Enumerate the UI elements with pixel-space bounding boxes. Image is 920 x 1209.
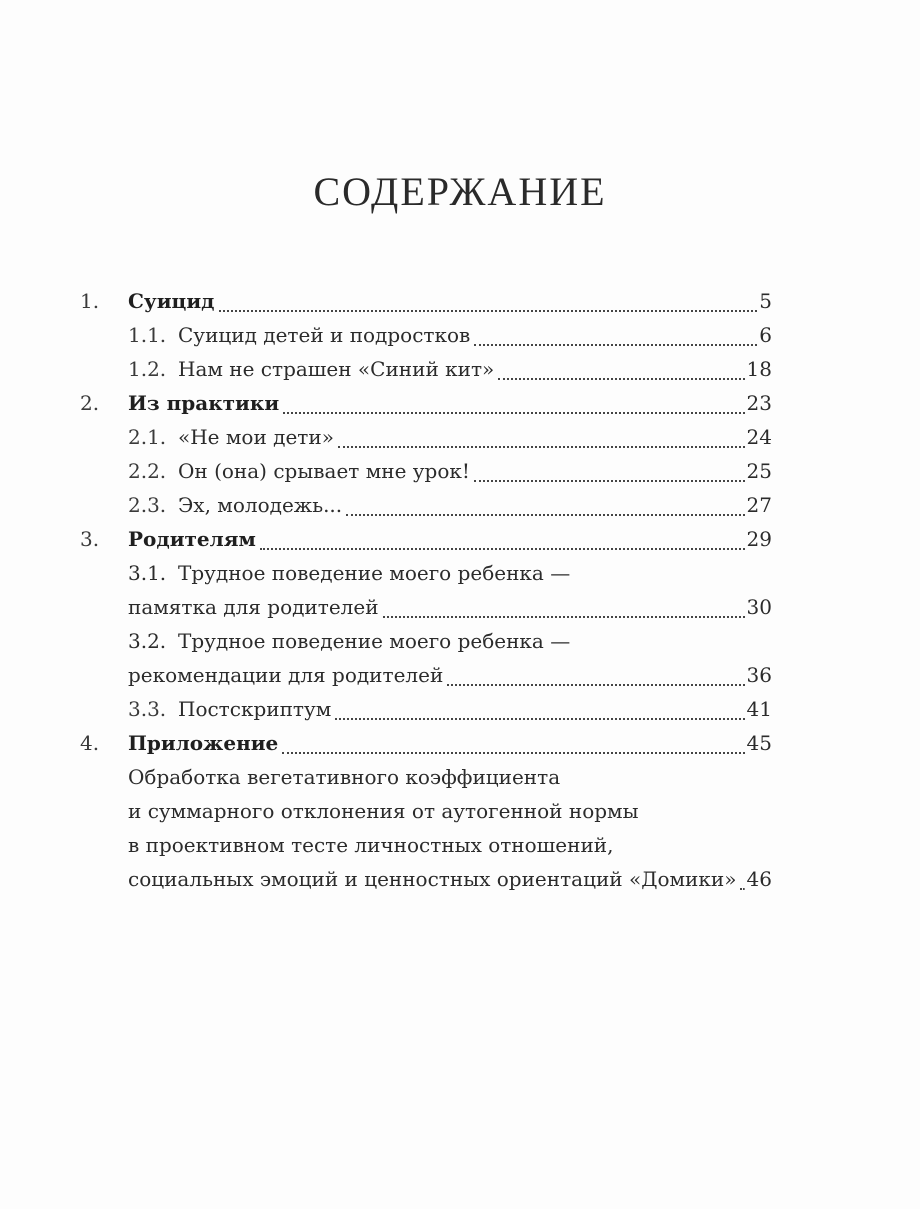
toc-entry	[178, 454, 772, 488]
subsection-title: Эх, молодежь...	[178, 493, 343, 517]
toc-entry	[178, 488, 772, 522]
toc-entry	[178, 352, 772, 386]
page-number: 6	[759, 323, 772, 347]
page-number: 25	[746, 459, 772, 483]
dot-leader	[346, 513, 744, 516]
toc-entry	[128, 658, 772, 692]
section-number: 3.	[80, 527, 100, 551]
section-title: Родителям	[128, 527, 256, 551]
toc-section-2[interactable]	[80, 386, 772, 420]
subsection-title: Суицид детей и подростков	[178, 323, 471, 347]
subsection-number: 3.3.	[128, 697, 167, 721]
toc-entry	[178, 318, 772, 352]
page-number: 23	[746, 391, 772, 415]
toc-subsection-2-2[interactable]	[128, 454, 772, 488]
section-title: Суицид	[128, 289, 215, 313]
dot-leader	[338, 445, 745, 448]
page-number: 27	[746, 493, 772, 517]
dot-leader	[740, 887, 744, 890]
appendix-title: социальных эмоций и ценностных ориентаций «Домики»	[128, 867, 737, 891]
page-number: 36	[746, 663, 772, 687]
dot-leader	[498, 377, 744, 380]
subsection-title-line: Трудное поведение моего ребенка —	[178, 629, 571, 653]
subsection-number: 3.2.	[128, 629, 167, 653]
toc-entry	[178, 420, 772, 454]
toc-section-4[interactable]	[80, 726, 772, 760]
dot-leader	[447, 683, 744, 686]
toc-subsection-3-2[interactable]	[128, 658, 772, 692]
page-number: 24	[746, 425, 772, 449]
toc-entry	[178, 692, 772, 726]
section-number: 4.	[80, 731, 100, 755]
dot-leader	[383, 615, 745, 618]
dot-leader	[282, 751, 744, 754]
dot-leader	[474, 479, 745, 482]
section-number: 1.	[80, 289, 100, 313]
subsection-title: Он (она) срывает мне урок!	[178, 459, 470, 483]
toc-subsection-3-3[interactable]	[128, 692, 772, 726]
page-number: 41	[746, 697, 772, 721]
page-number: 30	[746, 595, 772, 619]
subsection-number: 2.2.	[128, 459, 167, 483]
page-number: 46	[746, 867, 772, 891]
dot-leader	[219, 309, 758, 312]
toc-entry	[128, 862, 772, 896]
subsection-title: рекомендации для родителей	[128, 663, 444, 687]
subsection-title-line: Трудное поведение моего ребенка —	[178, 561, 571, 585]
dot-leader	[283, 411, 744, 414]
toc-entry	[128, 726, 772, 760]
page-number: 18	[746, 357, 772, 381]
subsection-number: 1.2.	[128, 357, 167, 381]
section-number: 2.	[80, 391, 100, 415]
toc-subsection-1-1[interactable]	[128, 318, 772, 352]
subsection-title: Нам не страшен «Синий кит»	[178, 357, 495, 381]
subsection-number: 3.1.	[128, 561, 167, 585]
appendix-title-line: в проективном тесте личностных отношений,	[128, 833, 614, 857]
page-number: 5	[759, 289, 772, 313]
page-title: СОДЕРЖАНИЕ	[313, 169, 607, 214]
toc-entry	[128, 590, 772, 624]
page-number: 29	[746, 527, 772, 551]
subsection-title: памятка для родителей	[128, 595, 379, 619]
page-number: 45	[746, 731, 772, 755]
toc-entry	[128, 386, 772, 420]
toc-section-3[interactable]	[80, 522, 772, 556]
toc-entry	[128, 522, 772, 556]
subsection-title: «Не мои дети»	[178, 425, 334, 449]
toc-appendix-entry[interactable]	[128, 862, 772, 896]
toc-subsection-2-3[interactable]	[128, 488, 772, 522]
dot-leader	[474, 343, 757, 346]
toc-subsection-3-1[interactable]	[128, 590, 772, 624]
toc-section-1[interactable]	[80, 284, 772, 318]
appendix-title-line: и суммарного отклонения от аутогенной нормы	[128, 799, 639, 823]
subsection-title: Постскриптум	[178, 697, 332, 721]
appendix-title-line: Обработка вегетативного коэффициента	[128, 765, 561, 789]
subsection-number: 2.3.	[128, 493, 167, 517]
toc-subsection-2-1[interactable]	[128, 420, 772, 454]
dot-leader	[260, 547, 745, 550]
dot-leader	[335, 717, 744, 720]
subsection-number: 2.1.	[128, 425, 167, 449]
section-title: Приложение	[128, 731, 279, 755]
toc-subsection-1-2[interactable]	[128, 352, 772, 386]
section-title: Из практики	[128, 391, 280, 415]
subsection-number: 1.1.	[128, 323, 167, 347]
toc-entry	[128, 284, 772, 318]
